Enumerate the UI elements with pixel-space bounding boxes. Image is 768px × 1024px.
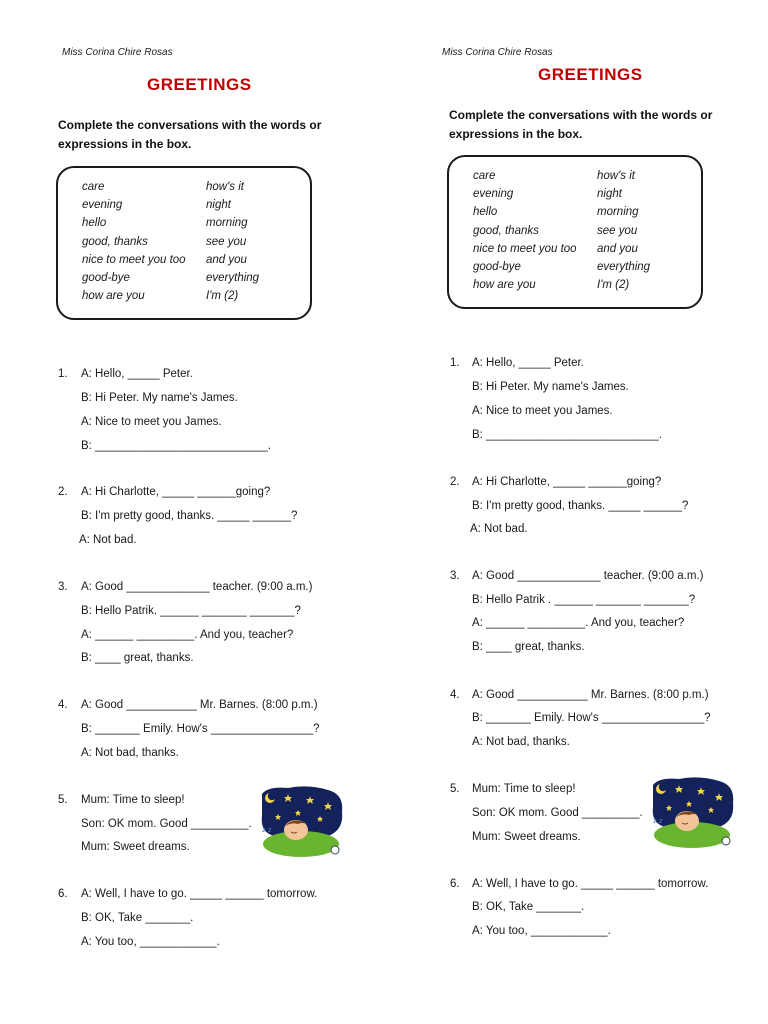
sleeping-boy-image <box>258 786 344 858</box>
dialogue-line: A: Hello, _____ Peter. <box>81 368 193 380</box>
instruction-line-1: Complete the conversations with the words or <box>58 118 322 132</box>
instruction-line-2: expressions in the box. <box>58 137 192 151</box>
exercise-number: 2. <box>450 476 460 488</box>
dialogue-line: A: Hi Charlotte, _____ ______going? <box>472 476 662 488</box>
word-box-column-1 <box>82 178 186 305</box>
word-box <box>447 155 703 309</box>
dialogue-line: B: ____ great, thanks. <box>472 641 585 653</box>
dialogue-line: Son: OK mom. Good _________. <box>472 807 643 819</box>
dialogue-line: Mum: Time to sleep! <box>472 783 576 795</box>
sleeping-boy-image <box>649 777 735 849</box>
instruction-line-1: Complete the conversations with the words or <box>449 108 713 122</box>
dialogue-line: A: Good ___________ Mr. Barnes. (8:00 p.m.) <box>472 689 709 701</box>
word-box-column-2 <box>206 178 259 305</box>
word-box-item: morning <box>206 217 248 230</box>
dialogue-line: A: Well, I have to go. _____ ______ tomorrow. <box>81 888 318 900</box>
word-box-item: night <box>206 199 231 212</box>
dialogue-line: Mum: Sweet dreams. <box>472 831 581 843</box>
word-box-item: good-bye <box>82 272 130 285</box>
exercise-number: 4. <box>58 699 68 711</box>
dialogue-line: B: _______ Emily. How's ________________? <box>472 712 711 724</box>
dialogue-line: B: ___________________________. <box>472 429 662 441</box>
dialogue-line: B: I'm pretty good, thanks. _____ ______? <box>472 500 689 512</box>
exercise-number: 6. <box>58 888 68 900</box>
word-box-item: and you <box>206 253 247 266</box>
author-name: Miss Corina Chire Rosas <box>442 47 553 58</box>
svg-text:z z: z z <box>653 817 663 825</box>
word-box-item: and you <box>597 242 638 255</box>
word-box-item: good-bye <box>473 261 521 274</box>
page-title: GREETINGS <box>538 65 643 84</box>
word-box-item: good, thanks <box>473 224 539 237</box>
word-box-item: nice to meet you too <box>82 253 186 266</box>
word-box-item: care <box>82 181 105 193</box>
word-box-item: good, thanks <box>82 235 148 248</box>
word-box-item: evening <box>82 199 123 212</box>
dialogue-line: A: Good _____________ teacher. (9:00 a.m.) <box>472 570 704 582</box>
word-box-item: care <box>473 170 496 182</box>
dialogue-line: A: Well, I have to go. _____ ______ tomorrow. <box>472 878 709 890</box>
exercise-number: 5. <box>450 783 460 795</box>
dialogue-line: Mum: Time to sleep! <box>81 794 185 806</box>
word-box-item: everything <box>206 272 260 285</box>
word-box-item: how are you <box>473 279 536 292</box>
word-box-column-1 <box>473 167 577 294</box>
dialogue-line: A: Nice to meet you James. <box>472 405 613 417</box>
word-box-item: morning <box>597 206 639 219</box>
dialogue-line: B: Hello Patrik. ______ _______ _______? <box>81 605 301 617</box>
dialogue-line: B: Hi Peter. My name's James. <box>81 392 238 404</box>
word-box-item: how are you <box>82 290 145 303</box>
word-box-item: everything <box>597 261 651 274</box>
dialogue-line: B: Hello Patrik . ______ _______ _______? <box>472 594 696 606</box>
word-box-item: night <box>597 188 622 201</box>
author-name: Miss Corina Chire Rosas <box>62 47 173 58</box>
instruction-line-2: expressions in the box. <box>449 127 583 141</box>
dialogue-line: B: I'm pretty good, thanks. _____ ______? <box>81 510 298 522</box>
dialogue-line: B: Hi Peter. My name's James. <box>472 381 629 393</box>
exercise-number: 4. <box>450 689 460 701</box>
exercise-number: 2. <box>58 486 68 498</box>
word-box-item: evening <box>473 188 514 201</box>
instructions <box>449 106 719 144</box>
dialogue-line: A: You too, ____________. <box>81 936 220 948</box>
word-box <box>56 166 312 320</box>
dialogue-line: A: Good _____________ teacher. (9:00 a.m.) <box>81 581 313 593</box>
dialogue-line: A: Not bad. <box>79 534 137 546</box>
word-box-item: I'm (2) <box>206 290 239 303</box>
dialogue-line: A: You too, ____________. <box>472 925 611 937</box>
word-box-item: hello <box>473 206 498 219</box>
exercise-number: 1. <box>58 368 68 380</box>
exercise-number: 5. <box>58 794 68 806</box>
dialogue-line: Mum: Sweet dreams. <box>81 841 190 853</box>
word-box-item: see you <box>206 235 247 248</box>
word-box-item: I'm (2) <box>597 279 630 292</box>
exercise-number: 3. <box>58 581 68 593</box>
dialogue-line: A: Not bad, thanks. <box>472 736 570 748</box>
worksheet-page-right <box>390 0 768 1024</box>
dialogue-line: A: Not bad, thanks. <box>81 747 179 759</box>
dialogue-line: A: ______ _________. And you, teacher? <box>472 617 685 629</box>
exercise-number: 1. <box>450 357 460 369</box>
dialogue-line: B: OK, Take _______. <box>472 901 585 913</box>
dialogue-line: B: OK, Take _______. <box>81 912 194 924</box>
word-box-item: see you <box>597 224 638 237</box>
dialogue-line: B: _______ Emily. How's ________________? <box>81 723 320 735</box>
dialogue-line: A: ______ _________. And you, teacher? <box>81 629 294 641</box>
dialogue-line: B: ____ great, thanks. <box>81 652 194 664</box>
word-box-item: how's it <box>597 170 635 182</box>
exercise-number: 6. <box>450 878 460 890</box>
dialogue-line: A: Hello, _____ Peter. <box>472 357 584 369</box>
exercise-number: 3. <box>450 570 460 582</box>
instructions <box>58 116 328 154</box>
word-box-item: nice to meet you too <box>473 242 577 255</box>
dialogue-line: Son: OK mom. Good _________. <box>81 818 252 830</box>
page-title: GREETINGS <box>147 75 252 94</box>
dialogue-line: A: Nice to meet you James. <box>81 416 222 428</box>
svg-text:z z: z z <box>262 826 272 834</box>
dialogue-line: B: ___________________________. <box>81 440 271 452</box>
word-box-item: how's it <box>206 181 244 193</box>
dialogue-line: A: Hi Charlotte, _____ ______going? <box>81 486 271 498</box>
dialogue-line: A: Good ___________ Mr. Barnes. (8:00 p.m.) <box>81 699 318 711</box>
word-box-item: hello <box>82 217 107 230</box>
word-box-column-2 <box>597 167 650 294</box>
dialogue-line: A: Not bad. <box>470 523 528 535</box>
